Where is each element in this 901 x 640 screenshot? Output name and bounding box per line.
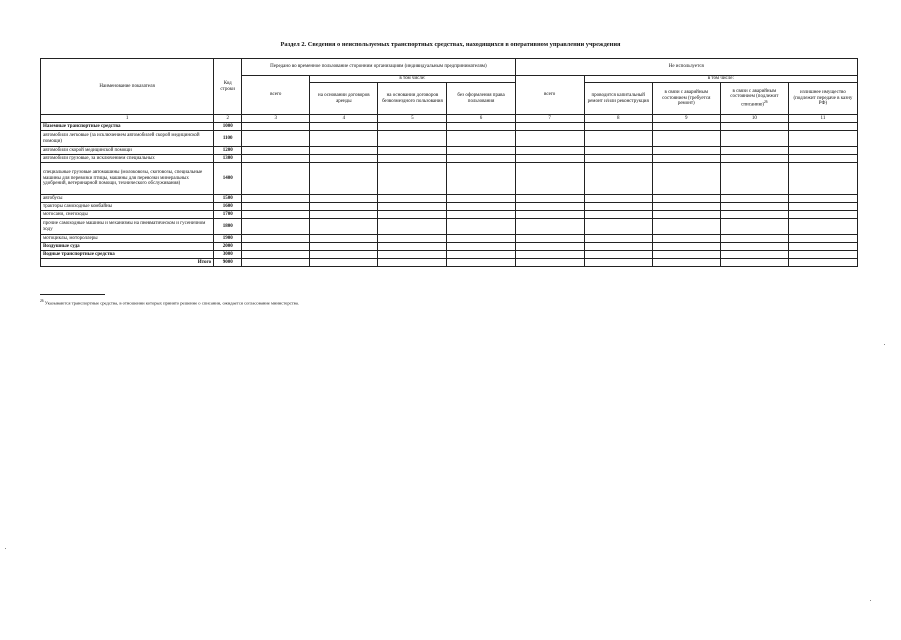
value-cell[interactable]	[788, 243, 857, 251]
value-cell[interactable]	[515, 155, 584, 163]
row-code: 1000	[214, 123, 242, 131]
section-title: Раздел 2. Сведения о неиспользуемых транспортных средствах, находящихся в оперативном управлении учреждения	[280, 41, 621, 48]
column-number: 10	[720, 115, 788, 123]
header-not-used-total: всего	[515, 76, 584, 115]
value-cell[interactable]	[652, 131, 720, 147]
value-cell[interactable]	[720, 195, 788, 203]
column-number: 2	[214, 115, 242, 123]
footnote-text: Указываются транспортные средства, в отношении которых принято решение о списании, ожидается согласование министерства.	[44, 300, 299, 306]
table-row	[41, 123, 858, 131]
row-code: 2000	[214, 243, 242, 251]
footnote	[40, 299, 299, 306]
header-emergency-writeoff-label: в связи с аварийным состоянием (подлежит списанию)	[730, 88, 779, 108]
value-cell[interactable]	[720, 131, 788, 147]
column-numbers-row	[41, 115, 858, 123]
value-cell[interactable]	[515, 219, 584, 235]
value-cell[interactable]	[584, 131, 652, 147]
value-cell[interactable]	[378, 235, 447, 243]
value-cell[interactable]	[720, 251, 788, 259]
row-code: 1800	[214, 219, 242, 235]
value-cell[interactable]	[788, 123, 857, 131]
value-cell[interactable]	[310, 243, 378, 251]
row-name: Наземные транспортные средства	[41, 123, 214, 131]
value-cell[interactable]	[584, 251, 652, 259]
value-cell[interactable]	[652, 235, 720, 243]
value-cell[interactable]	[788, 219, 857, 235]
row-name: автомобили грузовые, за исключением специальных	[41, 155, 214, 163]
total-value-cell[interactable]	[720, 259, 788, 267]
table-row	[41, 147, 858, 155]
value-cell[interactable]	[515, 251, 584, 259]
value-cell[interactable]	[515, 131, 584, 147]
table-row	[41, 219, 858, 235]
value-cell[interactable]	[720, 219, 788, 235]
row-name: мотоциклы, мотороллеры	[41, 235, 214, 243]
value-cell[interactable]	[652, 219, 720, 235]
scan-speck	[884, 344, 885, 345]
value-cell[interactable]	[242, 203, 310, 211]
table-row	[41, 243, 858, 251]
value-cell[interactable]	[310, 131, 378, 147]
total-value-cell[interactable]	[310, 259, 378, 267]
footnote-divider	[40, 294, 105, 295]
row-code: 1600	[214, 203, 242, 211]
value-cell[interactable]	[310, 219, 378, 235]
value-cell[interactable]	[584, 123, 652, 131]
row-name: Водные транспортные средства	[41, 251, 214, 259]
total-value-cell[interactable]	[242, 259, 310, 267]
value-cell[interactable]	[310, 155, 378, 163]
value-cell[interactable]	[788, 195, 857, 203]
value-cell[interactable]	[447, 163, 515, 195]
value-cell[interactable]	[788, 203, 857, 211]
value-cell[interactable]	[310, 235, 378, 243]
value-cell[interactable]	[788, 251, 857, 259]
value-cell[interactable]	[447, 211, 515, 219]
row-code: 3000	[214, 251, 242, 259]
value-cell[interactable]	[720, 243, 788, 251]
value-cell[interactable]	[515, 211, 584, 219]
value-cell[interactable]	[515, 203, 584, 211]
row-name: прочие самоходные машины и механизмы на пневматическом и гусеничном ходу	[41, 219, 214, 235]
total-code: 9000	[214, 259, 242, 267]
value-cell[interactable]	[720, 155, 788, 163]
value-cell[interactable]	[652, 155, 720, 163]
value-cell[interactable]	[584, 147, 652, 155]
header-indicator: Наименование показателя	[41, 59, 214, 115]
header-emergency-writeoff	[720, 83, 788, 115]
value-cell[interactable]	[720, 211, 788, 219]
value-cell[interactable]	[242, 131, 310, 147]
total-label: Итого	[41, 259, 214, 267]
row-code: 1500	[214, 195, 242, 203]
row-name: мотосани, снегоходы	[41, 211, 214, 219]
header-free-use: на основании договоров безвозмездного пользования	[378, 83, 447, 115]
value-cell[interactable]	[720, 203, 788, 211]
row-name: автомобили легковые (за исключением автомобилей скорой медицинской помощи)	[41, 131, 214, 147]
value-cell[interactable]	[378, 211, 447, 219]
value-cell[interactable]	[378, 195, 447, 203]
value-cell[interactable]	[584, 203, 652, 211]
value-cell[interactable]	[310, 123, 378, 131]
value-cell[interactable]	[652, 123, 720, 131]
value-cell[interactable]	[310, 211, 378, 219]
total-value-cell[interactable]	[447, 259, 515, 267]
header-transferred-total: всего	[242, 76, 310, 115]
value-cell[interactable]	[447, 131, 515, 147]
value-cell[interactable]	[378, 251, 447, 259]
value-cell[interactable]	[515, 235, 584, 243]
table-row	[41, 155, 858, 163]
value-cell[interactable]	[447, 243, 515, 251]
value-cell[interactable]	[447, 235, 515, 243]
value-cell[interactable]	[378, 123, 447, 131]
value-cell[interactable]	[378, 243, 447, 251]
total-value-cell[interactable]	[584, 259, 652, 267]
vehicles-table	[40, 58, 858, 267]
value-cell[interactable]	[242, 195, 310, 203]
column-number: 3	[242, 115, 310, 123]
value-cell[interactable]	[378, 147, 447, 155]
value-cell[interactable]	[652, 195, 720, 203]
table-row	[41, 131, 858, 147]
header-lease: на основании договоров аренды	[310, 83, 378, 115]
value-cell[interactable]	[515, 163, 584, 195]
total-value-cell[interactable]	[652, 259, 720, 267]
value-cell[interactable]	[788, 155, 857, 163]
value-cell[interactable]	[447, 203, 515, 211]
header-not-used-including: в том числе:	[584, 76, 857, 83]
row-code: 1100	[214, 131, 242, 147]
value-cell[interactable]	[515, 147, 584, 155]
header-not-used: Не используется	[515, 59, 857, 76]
row-code: 1900	[214, 235, 242, 243]
header-code: Код строки	[214, 59, 242, 115]
value-cell[interactable]	[584, 235, 652, 243]
table-row	[41, 203, 858, 211]
value-cell[interactable]	[242, 147, 310, 155]
value-cell[interactable]	[242, 123, 310, 131]
value-cell[interactable]	[584, 211, 652, 219]
column-number: 1	[41, 115, 214, 123]
table-row	[41, 235, 858, 243]
value-cell[interactable]	[378, 203, 447, 211]
value-cell[interactable]	[515, 243, 584, 251]
column-number: 7	[515, 115, 584, 123]
scan-speck	[870, 600, 871, 601]
value-cell[interactable]	[310, 147, 378, 155]
value-cell[interactable]	[242, 163, 310, 195]
value-cell[interactable]	[378, 163, 447, 195]
column-number: 11	[788, 115, 857, 123]
value-cell[interactable]	[378, 131, 447, 147]
table-row	[41, 195, 858, 203]
row-name: автобусы	[41, 195, 214, 203]
value-cell[interactable]	[242, 235, 310, 243]
row-code: 1300	[214, 155, 242, 163]
header-transferred-including: в том числе:	[310, 76, 515, 83]
value-cell[interactable]	[788, 211, 857, 219]
value-cell[interactable]	[447, 123, 515, 131]
column-number: 8	[584, 115, 652, 123]
footnote-ref: 26	[763, 99, 768, 104]
value-cell[interactable]	[447, 219, 515, 235]
value-cell[interactable]	[310, 195, 378, 203]
column-number: 5	[378, 115, 447, 123]
column-number: 6	[447, 115, 515, 123]
value-cell[interactable]	[652, 163, 720, 195]
header-no-rights: без оформления права пользования	[447, 83, 515, 115]
value-cell[interactable]	[378, 219, 447, 235]
value-cell[interactable]	[584, 163, 652, 195]
value-cell[interactable]	[720, 235, 788, 243]
total-value-cell[interactable]	[515, 259, 584, 267]
value-cell[interactable]	[310, 203, 378, 211]
total-value-cell[interactable]	[788, 259, 857, 267]
value-cell[interactable]	[584, 243, 652, 251]
column-number: 9	[652, 115, 720, 123]
footnote-mark: 26	[40, 299, 44, 303]
total-row	[41, 259, 858, 267]
value-cell[interactable]	[242, 211, 310, 219]
value-cell[interactable]	[515, 195, 584, 203]
value-cell[interactable]	[584, 219, 652, 235]
column-number: 4	[310, 115, 378, 123]
value-cell[interactable]	[788, 163, 857, 195]
value-cell[interactable]	[652, 203, 720, 211]
table-row	[41, 251, 858, 259]
value-cell[interactable]	[788, 147, 857, 155]
scan-speck	[5, 548, 6, 549]
value-cell[interactable]	[447, 195, 515, 203]
value-cell[interactable]	[652, 211, 720, 219]
header-transferred: Передано во временное пользование сторонним организациям (индивидуальным предпринимателям)	[242, 59, 515, 76]
value-cell[interactable]	[242, 155, 310, 163]
value-cell[interactable]	[310, 251, 378, 259]
value-cell[interactable]	[720, 147, 788, 155]
value-cell[interactable]	[242, 251, 310, 259]
row-code: 1700	[214, 211, 242, 219]
row-name: тракторы самоходные комбайны	[41, 203, 214, 211]
value-cell[interactable]	[788, 235, 857, 243]
row-name: Воздушные суда	[41, 243, 214, 251]
row-name: автомобили скорой медицинской помощи	[41, 147, 214, 155]
total-value-cell[interactable]	[378, 259, 447, 267]
row-code: 1400	[214, 163, 242, 195]
value-cell[interactable]	[652, 243, 720, 251]
value-cell[interactable]	[310, 163, 378, 195]
header-capital-repair: проводится капитальный ремонт и/или реконструкция	[584, 83, 652, 115]
value-cell[interactable]	[584, 195, 652, 203]
value-cell[interactable]	[378, 155, 447, 163]
value-cell[interactable]	[720, 163, 788, 195]
value-cell[interactable]	[788, 131, 857, 147]
value-cell[interactable]	[652, 147, 720, 155]
row-code: 1200	[214, 147, 242, 155]
value-cell[interactable]	[720, 123, 788, 131]
value-cell[interactable]	[242, 219, 310, 235]
table-row	[41, 211, 858, 219]
value-cell[interactable]	[242, 243, 310, 251]
header-surplus: излишнее имущество (подлежит передаче в казну РФ)	[788, 83, 857, 115]
row-name: специальные грузовые автомашины (молоковозы, скотовозы, специальные машины для перевозки птицы, машины для перевозки минеральных удобрений, ветеринарной помощи, технического обслуживания)	[41, 163, 214, 195]
value-cell[interactable]	[515, 123, 584, 131]
value-cell[interactable]	[447, 251, 515, 259]
value-cell[interactable]	[447, 147, 515, 155]
value-cell[interactable]	[447, 155, 515, 163]
header-emergency-repair: в связи с аварийным состоянием (требуется ремонт)	[652, 83, 720, 115]
value-cell[interactable]	[584, 155, 652, 163]
value-cell[interactable]	[652, 251, 720, 259]
table-row	[41, 163, 858, 195]
